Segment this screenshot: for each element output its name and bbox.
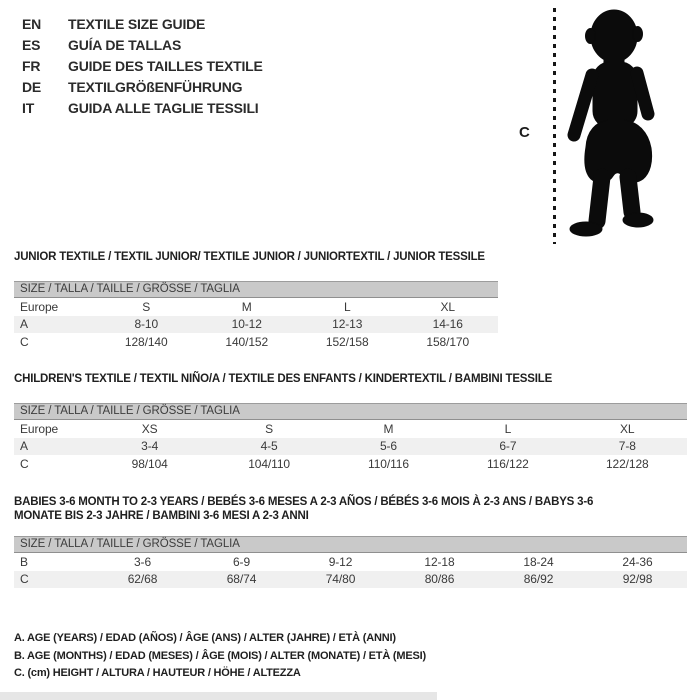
junior-size-table <box>14 298 498 351</box>
size-value-cell: 24-36 <box>622 554 653 569</box>
size-value-cell: 116/122 <box>486 456 529 471</box>
row-label: Europe <box>20 299 59 314</box>
size-value-cell: 5-6 <box>379 439 397 453</box>
language-row <box>22 35 263 56</box>
size-value-cell: 3-6 <box>133 554 152 569</box>
language-row <box>22 56 263 77</box>
size-value-cell: 4-5 <box>260 439 278 453</box>
language-code: FR <box>22 58 41 74</box>
childrens-size-table <box>14 420 687 473</box>
size-table-row <box>14 438 687 456</box>
size-value-cell: M <box>383 421 394 436</box>
junior-textile-title: JUNIOR TEXTILE / TEXTIL JUNIOR/ TEXTILE JUNIOR / JUNIORTEXTIL / JUNIOR TESSILE <box>14 251 485 263</box>
size-table-row <box>14 553 687 571</box>
language-code: EN <box>22 16 42 32</box>
size-value-cell: XS <box>141 421 158 436</box>
row-label: B <box>20 554 28 569</box>
size-value-cell: 8-10 <box>134 317 159 331</box>
size-value-cell: 18-24 <box>523 554 554 569</box>
size-value-cell: 104/110 <box>248 456 290 471</box>
height-measure-dashed-line <box>553 8 556 244</box>
footnote-line: A. AGE (YEARS) / EDAD (AÑOS) / ÂGE (ANS) / ALTER (JAHRE) / ETÀ (ANNI) <box>14 632 396 644</box>
size-value-cell: 10-12 <box>231 317 262 331</box>
footnote-line: B. AGE (MONTHS) / EDAD (MESES) / ÂGE (MOIS) / ALTER (MONATE) / ETÀ (MESI) <box>14 649 426 662</box>
size-value-cell: XL <box>440 299 455 314</box>
junior-textile-section <box>14 250 498 351</box>
size-header-bar: SIZE / TALLA / TAILLE / GRÖSSE / TAGLIA <box>14 281 498 298</box>
size-value-cell: 98/104 <box>131 456 168 471</box>
guide-title-text: GUÍA DE TALLAS <box>68 37 182 53</box>
row-label: C <box>20 572 29 586</box>
language-row <box>22 98 263 119</box>
size-value-cell: 62/68 <box>127 572 158 586</box>
babies-textile-section <box>14 495 687 588</box>
language-row <box>22 14 263 35</box>
language-row <box>22 77 263 98</box>
size-value-cell: S <box>142 299 151 314</box>
size-value-cell: 14-16 <box>432 317 463 331</box>
size-value-cell: S <box>265 421 274 436</box>
guide-title-text: TEXTILGRÖßENFÜHRUNG <box>68 79 243 95</box>
childrens-textile-title: CHILDREN'S TEXTILE / TEXTIL NIÑO/A / TEXTILE DES ENFANTS / KINDERTEXTIL / BAMBINI TESSILE <box>14 373 553 385</box>
size-value-cell: 3-4 <box>141 439 159 453</box>
cut-off-header-bar <box>0 692 437 700</box>
size-value-cell: 74/80 <box>325 572 356 586</box>
size-value-cell: 7-8 <box>618 439 636 453</box>
size-value-cell: 110/116 <box>368 456 409 471</box>
measure-legend <box>14 630 426 683</box>
childrens-textile-section <box>14 372 687 473</box>
size-value-cell: 128/140 <box>124 334 168 349</box>
size-value-cell: 152/158 <box>325 334 369 349</box>
row-label: Europe <box>20 421 59 436</box>
size-value-cell: 122/128 <box>605 456 649 471</box>
size-value-cell: L <box>504 421 512 436</box>
size-value-cell: 12-18 <box>424 554 455 569</box>
size-value-cell: L <box>343 299 351 314</box>
size-value-cell: 140/152 <box>225 334 269 349</box>
row-label: C <box>20 456 29 471</box>
row-label: A <box>20 317 28 331</box>
size-value-cell: 6-7 <box>499 439 517 453</box>
language-code: ES <box>22 37 41 53</box>
size-table-row <box>14 420 687 438</box>
babies-size-table <box>14 553 687 588</box>
language-code: IT <box>22 100 35 116</box>
guide-title-text: GUIDA ALLE TAGLIE TESSILI <box>68 100 259 116</box>
size-value-cell: 158/170 <box>426 334 470 349</box>
size-value-cell: 80/86 <box>424 572 455 586</box>
size-value-cell: XL <box>620 421 635 436</box>
size-header-bar: SIZE / TALLA / TAILLE / GRÖSSE / TAGLIA <box>14 536 687 553</box>
size-table-row <box>14 333 498 351</box>
height-measure-label: C <box>519 124 530 141</box>
guide-title-text: GUIDE DES TAILLES TEXTILE <box>68 58 263 74</box>
size-value-cell: M <box>241 299 252 314</box>
row-label: A <box>20 439 28 453</box>
size-value-cell: 6-9 <box>232 554 251 569</box>
size-table-row <box>14 455 687 473</box>
footnote-line: C. (cm) HEIGHT / ALTURA / HAUTEUR / HÖHE / ALTEZZA <box>14 667 301 679</box>
language-title-list <box>22 14 263 119</box>
size-value-cell: 68/74 <box>226 572 257 586</box>
guide-title-text: TEXTILE SIZE GUIDE <box>68 16 206 32</box>
babies-textile-title: BABIES 3-6 MONTH TO 2-3 YEARS / BEBÉS 3-6 MESES A 2-3 AÑOS / BÉBÉS 3-6 MOIS À 2-3 ANS / BABYS 3-6 MONATE BIS 2-3 JAHRE / BAMBINI 3-6 MESI A 2-3 ANNI <box>14 496 594 522</box>
size-table-row <box>14 298 498 316</box>
size-value-cell: 92/98 <box>622 572 653 586</box>
row-label: C <box>20 334 29 349</box>
size-table-row <box>14 571 687 589</box>
size-table-row <box>14 316 498 334</box>
size-value-cell: 86/92 <box>523 572 554 586</box>
size-value-cell: 9-12 <box>328 554 353 569</box>
language-code: DE <box>22 79 42 95</box>
size-value-cell: 12-13 <box>332 317 363 331</box>
toddler-silhouette <box>560 5 665 241</box>
size-header-bar: SIZE / TALLA / TAILLE / GRÖSSE / TAGLIA <box>14 403 687 420</box>
